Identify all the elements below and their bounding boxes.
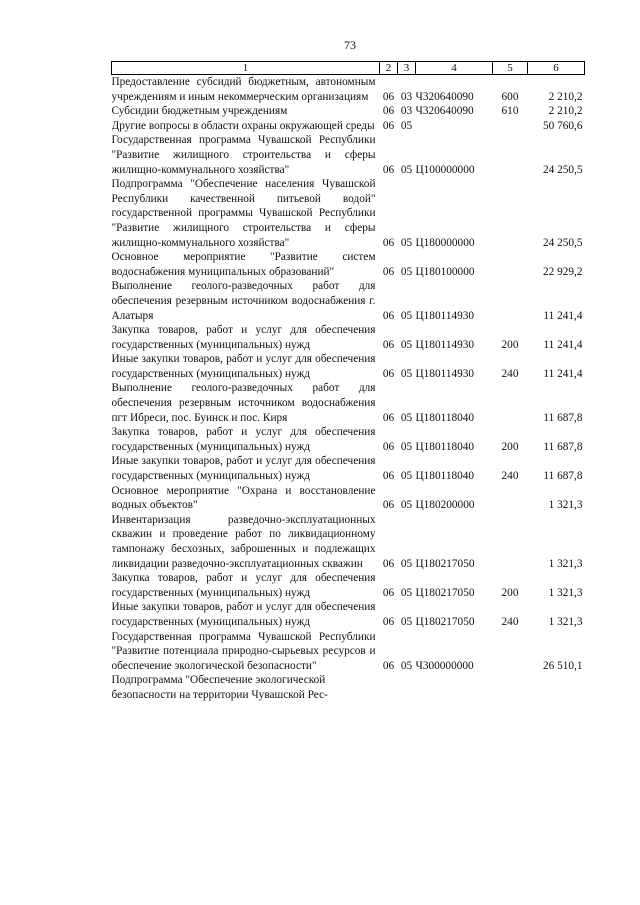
row-target-code: Ч300000000: [415, 659, 474, 672]
table-row: [112, 484, 585, 513]
table-row: [112, 279, 585, 323]
row-subsection: [398, 673, 416, 702]
row-target-code: Ц180118040: [415, 470, 475, 483]
row-expense-type: [493, 484, 528, 513]
row-target-code: Ц180217050: [415, 615, 475, 628]
row-subsection: 05: [400, 367, 413, 380]
row-amount: 11 241,4: [543, 338, 583, 351]
row-section: 06: [382, 440, 395, 453]
row-section: 06: [382, 586, 395, 599]
row-name: Иные закупки товаров, работ и услуг для обеспечения государственных (муниципальных) нужд: [111, 455, 376, 483]
row-subsection: 05: [400, 659, 413, 672]
row-amount: 2 210,2: [548, 105, 583, 118]
row-expense-type: 610: [501, 105, 519, 118]
row-amount: 11 687,8: [543, 470, 583, 483]
row-target-code: Ц180118040: [415, 440, 475, 453]
row-target-code: Ц180200000: [415, 499, 475, 512]
row-amount: 11 241,4: [543, 309, 583, 322]
row-name: Закупка товаров, работ и услуг для обеспечения государственных (муниципальных) нужд: [111, 324, 376, 351]
row-amount: 1 321,3: [548, 499, 583, 512]
row-amount: 11 687,8: [543, 411, 583, 424]
table-row: [112, 425, 585, 454]
row-amount: 1 321,3: [548, 586, 583, 599]
row-target-code: Ц180114930: [415, 309, 475, 322]
table-row: [112, 104, 585, 119]
row-target-code: Ц180217050: [415, 557, 475, 570]
row-amount: [528, 673, 585, 702]
row-subsection: 05: [400, 586, 413, 599]
row-name: Иные закупки товаров, работ и услуг для обеспечения государственных (муниципальных) нужд: [111, 353, 376, 380]
row-expense-type: [493, 630, 528, 674]
row-amount: 24 250,5: [542, 236, 583, 249]
row-section: 06: [382, 163, 395, 176]
row-section: 06: [382, 615, 395, 628]
row-target-code: Ц180114930: [415, 338, 475, 351]
row-amount: 26 510,1: [542, 659, 583, 672]
row-section: 06: [382, 105, 395, 118]
row-amount: 11 241,4: [543, 367, 583, 380]
row-section: 06: [382, 236, 395, 249]
table-header: [112, 62, 585, 75]
row-section: 06: [382, 367, 395, 380]
row-expense-type: 200: [501, 338, 519, 351]
table-row: [112, 133, 585, 177]
row-subsection: 05: [400, 236, 413, 249]
row-name: Иные закупки товаров, работ и услуг для обеспечения государственных (муниципальных) нужд: [111, 601, 376, 628]
row-expense-type: 200: [501, 586, 519, 599]
row-subsection: 05: [400, 411, 413, 424]
row-subsection: 05: [400, 557, 413, 570]
row-amount: 22 929,2: [542, 265, 583, 278]
row-target-code: [416, 119, 493, 134]
row-expense-type: 240: [501, 367, 519, 380]
header-col-3: 3: [398, 62, 416, 75]
row-target-code: Ч320640090: [415, 90, 474, 103]
row-name: Закупка товаров, работ и услуг для обеспечения государственных (муниципальных) нужд: [111, 426, 376, 453]
row-target-code: Ц180114930: [415, 367, 475, 380]
row-subsection: 05: [400, 440, 413, 453]
row-section: 06: [382, 338, 395, 351]
table-row: [112, 630, 585, 674]
table-row: [112, 177, 585, 250]
row-subsection: 05: [400, 163, 413, 176]
table-row: [112, 513, 585, 571]
table-body: [112, 75, 585, 703]
row-subsection: 05: [400, 119, 413, 132]
row-amount: 24 250,5: [542, 163, 583, 176]
row-expense-type: [493, 133, 528, 177]
row-subsection: 05: [400, 499, 413, 512]
row-expense-type: [493, 177, 528, 250]
row-name: Подпрограмма "Обеспечение населения Чувашской Республики качественной питьевой водой" государственной программы Чувашской Республики "Развитие жилищного строительства и сферы жилищно-коммунального хозяйства": [111, 178, 376, 249]
row-name: Выполнение геолого-разведочных работ для обеспечения резервным источником водоснабжения г. Алатыря: [111, 280, 376, 322]
row-section: 06: [382, 411, 395, 424]
row-subsection: 05: [400, 265, 413, 278]
row-name: Закупка товаров, работ и услуг для обеспечения государственных (муниципальных) нужд: [111, 572, 376, 599]
row-subsection: 05: [400, 338, 413, 351]
row-subsection: 05: [400, 470, 413, 483]
row-subsection: 03: [400, 90, 413, 103]
row-amount: 50 760,6: [542, 119, 583, 132]
row-expense-type: 240: [501, 470, 519, 483]
row-section: 06: [382, 90, 395, 103]
row-amount: 11 687,8: [543, 440, 583, 453]
header-col-5: 5: [493, 62, 528, 75]
row-section: 06: [382, 265, 395, 278]
table-row: [112, 352, 585, 381]
row-expense-type: [493, 381, 528, 425]
budget-table: [111, 61, 585, 703]
row-name: Другие вопросы в области охраны окружающей среды: [111, 119, 375, 132]
table-row: [112, 75, 585, 105]
row-subsection: 05: [400, 615, 413, 628]
row-section: 06: [382, 557, 395, 570]
row-expense-type: 200: [501, 440, 519, 453]
header-col-4: 4: [416, 62, 493, 75]
table-row: [112, 250, 585, 279]
row-section: 06: [382, 470, 395, 483]
row-name: Основное мероприятие "Развитие систем водоснабжения муниципальных образований": [111, 251, 376, 278]
row-target-code: Ц100000000: [415, 163, 475, 176]
row-name: Государственная программа Чувашской Республики "Развитие потенциала природно-сырьевых ресурсов и обеспечение экологической безопасности": [111, 630, 376, 672]
row-section: [380, 673, 398, 702]
row-target-code: [416, 673, 493, 702]
row-target-code: Ц180118040: [415, 411, 475, 424]
table-row: [112, 673, 585, 702]
table-row: [112, 454, 585, 483]
row-amount: 1 321,3: [548, 557, 583, 570]
row-name: Выполнение геолого-разведочных работ для обеспечения резервным источником водоснабжения пгт Ибреси, пос. Буинск и пос. Киря: [111, 382, 376, 424]
row-name: Основное мероприятие "Охрана и восстановление водных объектов": [111, 484, 376, 512]
header-row: [112, 62, 585, 75]
row-section: 06: [382, 309, 395, 322]
row-subsection: 03: [400, 105, 413, 118]
row-amount: 1 321,3: [548, 615, 583, 628]
row-section: 06: [382, 659, 395, 672]
row-name: Субсидии бюджетным учреждениям: [111, 105, 288, 118]
row-expense-type: [493, 673, 528, 702]
row-name: Инвентаризация разведочно-эксплуатационных скважин и проведение работ по ликвидационному тампонажу бесхозных, заброшенных и подлежащих ликвидации разведочно-эксплуатационных скважин: [111, 513, 376, 570]
row-subsection: 05: [400, 309, 413, 322]
header-col-2: 2: [380, 62, 398, 75]
row-expense-type: 240: [501, 615, 519, 628]
row-expense-type: [493, 119, 528, 134]
table-row: [112, 381, 585, 425]
table-row: [112, 323, 585, 352]
row-name: Государственная программа Чувашской Республики "Развитие жилищного строительства и сферы жилищно-коммунального хозяйства": [111, 134, 376, 176]
table-row: [112, 119, 585, 134]
header-col-1: 1: [112, 62, 380, 75]
row-expense-type: [493, 279, 528, 323]
page-number: 73: [344, 38, 356, 52]
table-row: [112, 571, 585, 600]
header-col-6: 6: [528, 62, 585, 75]
row-target-code: Ц180217050: [415, 586, 475, 599]
row-target-code: Ц180100000: [415, 265, 475, 278]
row-target-code: Ч320640090: [415, 105, 474, 118]
row-name: Подпрограмма "Обеспечение экологической безопасности на территории Чувашской Рес-: [111, 674, 328, 701]
table-row: [112, 600, 585, 629]
row-section: 06: [382, 499, 395, 512]
row-section: 06: [382, 119, 395, 132]
row-name: Предоставление субсидий бюджетным, автономным учреждениям и иным некоммерческим организациям: [111, 76, 376, 103]
row-expense-type: 600: [501, 90, 519, 103]
row-expense-type: [493, 250, 528, 279]
row-target-code: Ц180000000: [415, 236, 475, 249]
row-expense-type: [493, 513, 528, 571]
row-amount: 2 210,2: [548, 90, 583, 103]
